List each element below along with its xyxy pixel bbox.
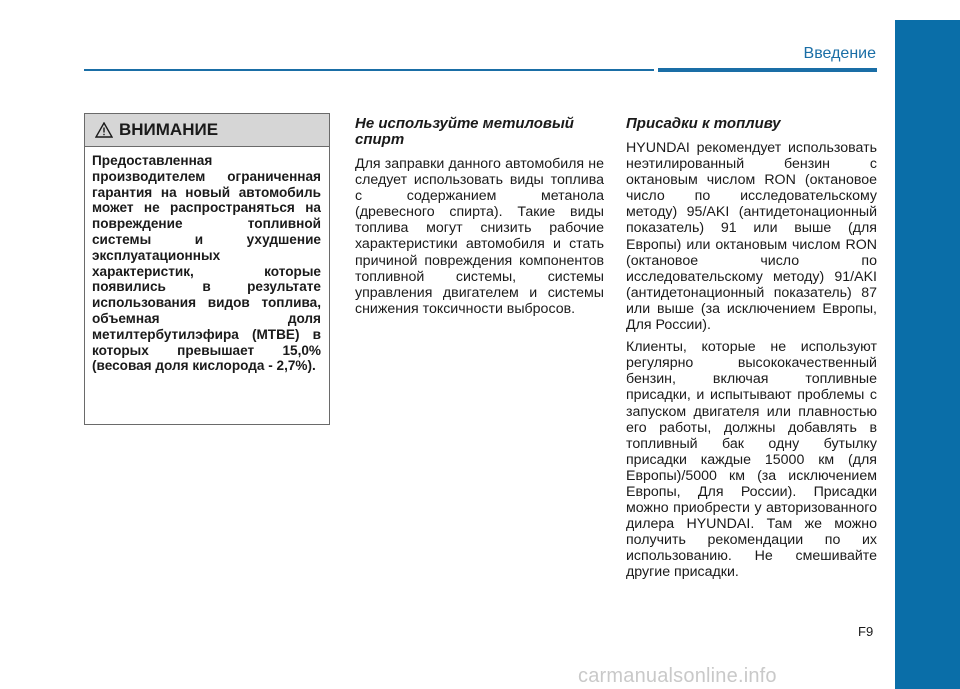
methanol-heading: Не используйте метиловый спирт bbox=[355, 115, 574, 148]
warning-header bbox=[85, 114, 329, 147]
section-title: Введение bbox=[803, 45, 876, 62]
header-rule bbox=[84, 69, 654, 71]
warning-title: ВНИМАНИЕ bbox=[119, 120, 219, 139]
additives-paragraph-1: HYUNDAI рекомендует использовать неэтилированный бензин с октановым числом RON (октановое число по исследовательскому методу) 95/AKI (антидетонационный показатель) 91 или выше (для Европы) или октановым числом RON (октановое число по исследовательскому методу) 91/AKI (антидетонационный показатель) 87 или выше (за исключением Европы, Для России). bbox=[626, 140, 877, 334]
watermark-text: carmanualsonline.info bbox=[578, 665, 777, 687]
methanol-paragraph: Для заправки данного автомобиля не следует использовать виды топлива с содержанием метанола (древесного спирта). Такие виды топлива могут снизить рабочие характеристики автомобиля и стать причиной повреждения компонентов топливной системы, системы управления двигателем и системы снижения токсичности выбросов. bbox=[355, 156, 604, 317]
additives-paragraph-2: Клиенты, которые не используют регулярно высококачественный бензин, включая топливные присадки, и испытывают проблемы с запуском двигателя или плавностью его работы, должны добавлять в топливный бак одну бутылку присадки каждые 15000 км (для Европы)/5000 км (за исключением Европы, Для России). Присадки можно приобрести у авторизованного дилера HYUNDAI. Там же можно получить рекомендации по их использованию. Не смешивайте другие присадки. bbox=[626, 339, 877, 581]
warning-triangle-icon bbox=[95, 122, 113, 138]
section-tab bbox=[895, 20, 960, 689]
methanol-section bbox=[355, 116, 604, 323]
warning-text: Предоставленная производителем ограниченная гарантия на новый автомобиль может не распространяться на повреждение топливной системы и ухудшение эксплуатационных характеристик, которые появились в результате использования видов топлива, объемная доля метилтербутилэфира (MTBE) в которых превышает 15,0% (весовая доля кислорода - 2,7%). bbox=[92, 153, 321, 374]
page-number: F9 bbox=[858, 624, 874, 639]
warning-box bbox=[84, 113, 330, 425]
additives-section bbox=[626, 116, 877, 587]
additives-heading: Присадки к топливу bbox=[626, 115, 781, 132]
header-rule-accent bbox=[658, 68, 877, 72]
